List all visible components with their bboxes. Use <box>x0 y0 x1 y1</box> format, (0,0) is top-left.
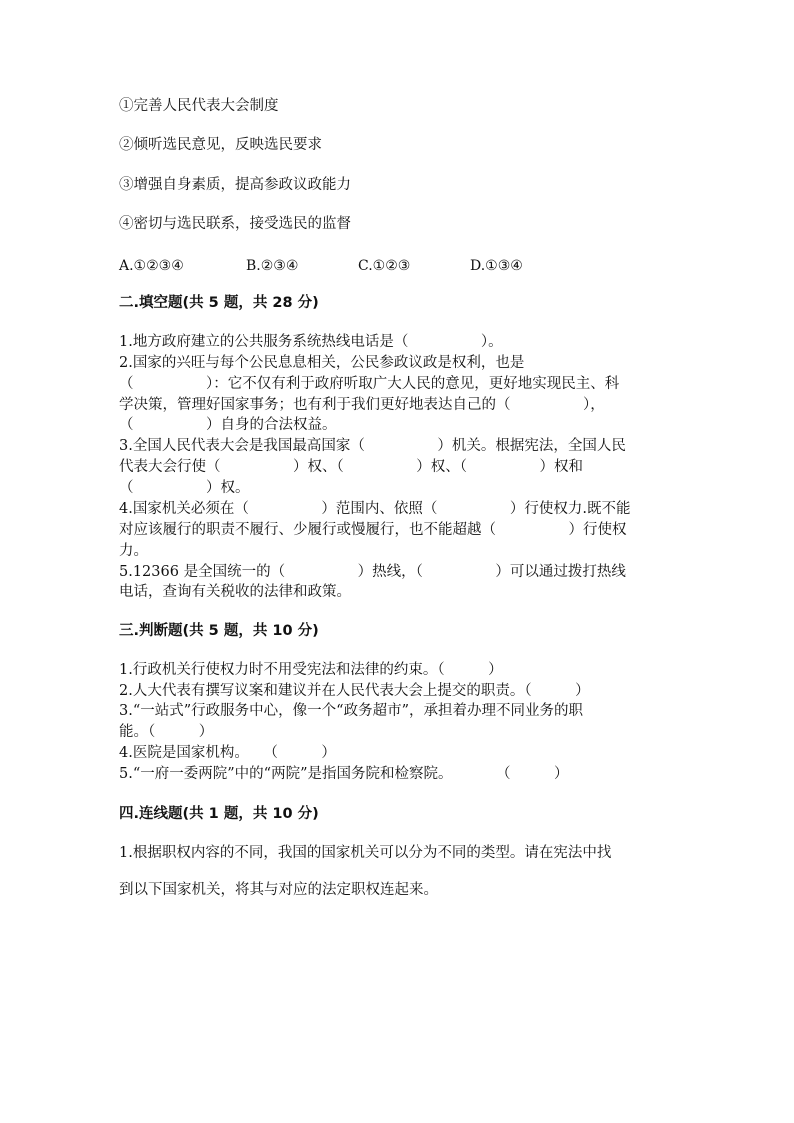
section-3-title: 三.判断题(共 5 题，共 10 分) <box>119 623 319 639</box>
statement-2: ②倾听选民意见，反映选民要求 <box>119 137 322 153</box>
judge-line: 5.“一府一委两院”中的“两院”是指国务院和检察院。 （ ） <box>119 766 569 782</box>
fill-line: （ ）权。 <box>119 480 250 496</box>
fill-line: 3.全国人民代表大会是我国最高国家（ ）机关。根据宪法，全国人民 <box>119 438 626 454</box>
choice-d: D.①③④ <box>470 258 523 274</box>
fill-line: 1.地方政府建立的公共服务系统热线电话是（ ）。 <box>119 334 503 350</box>
fill-line: 4.国家机关必须在（ ）范围内、依照（ ）行使权力.既不能 <box>119 501 631 517</box>
judge-line: 1.行政机关行使权力时不用受宪法和法律的约束。（ ） <box>119 662 503 678</box>
fill-line: 对应该履行的职责不履行、少履行或慢履行，也不能超越（ ）行使权 <box>119 522 627 538</box>
section-4-title: 四.连线题(共 1 题，共 10 分) <box>119 806 319 822</box>
fill-line: 力。 <box>119 543 148 559</box>
fill-line: 5.12366 是全国统一的（ ）热线，（ ）可以通过拨打热线 <box>119 564 626 580</box>
judge-line: 能。（ ） <box>119 724 214 740</box>
choice-c: C.①②③ <box>358 258 411 274</box>
match-line: 到以下国家机关，将其与对应的法定职权连起来。 <box>119 882 438 898</box>
fill-line: 学决策，管理好国家事务；也有利于我们更好地表达自己的（ ）， <box>119 397 605 413</box>
fill-line: （ ）自身的合法权益。 <box>119 417 337 433</box>
fill-line: 2.国家的兴旺与每个公民息息相关，公民参政议政是权利，也是 <box>119 355 525 371</box>
fill-line: （ ）：它不仅有利于政府听取广大人民的意见，更好地实现民主、科 <box>119 376 620 392</box>
judge-line: 2.人大代表有撰写议案和建议并在人民代表大会上提交的职责。（ ） <box>119 683 590 699</box>
judge-line: 3.“一站式”行政服务中心，像一个“政务超市”，承担着办理不同业务的职 <box>119 703 583 719</box>
fill-line: 代表大会行使（ ）权、（ ）权、（ ）权和 <box>119 459 583 475</box>
statement-1: ①完善人民代表大会制度 <box>119 98 279 114</box>
statement-4: ④密切与选民联系，接受选民的监督 <box>119 216 351 232</box>
judge-line: 4.医院是国家机构。 （ ） <box>119 745 336 761</box>
statement-3: ③增强自身素质，提高参政议政能力 <box>119 177 351 193</box>
choice-b: B.②③④ <box>246 258 299 274</box>
choice-a: A.①②③④ <box>119 258 184 274</box>
section-2-title: 二.填空题(共 5 题，共 28 分) <box>119 295 319 311</box>
fill-line: 电话，查询有关税收的法律和政策。 <box>119 584 351 600</box>
match-line: 1.根据职权内容的不同，我国的国家机关可以分为不同的类型。请在宪法中找 <box>119 845 612 861</box>
